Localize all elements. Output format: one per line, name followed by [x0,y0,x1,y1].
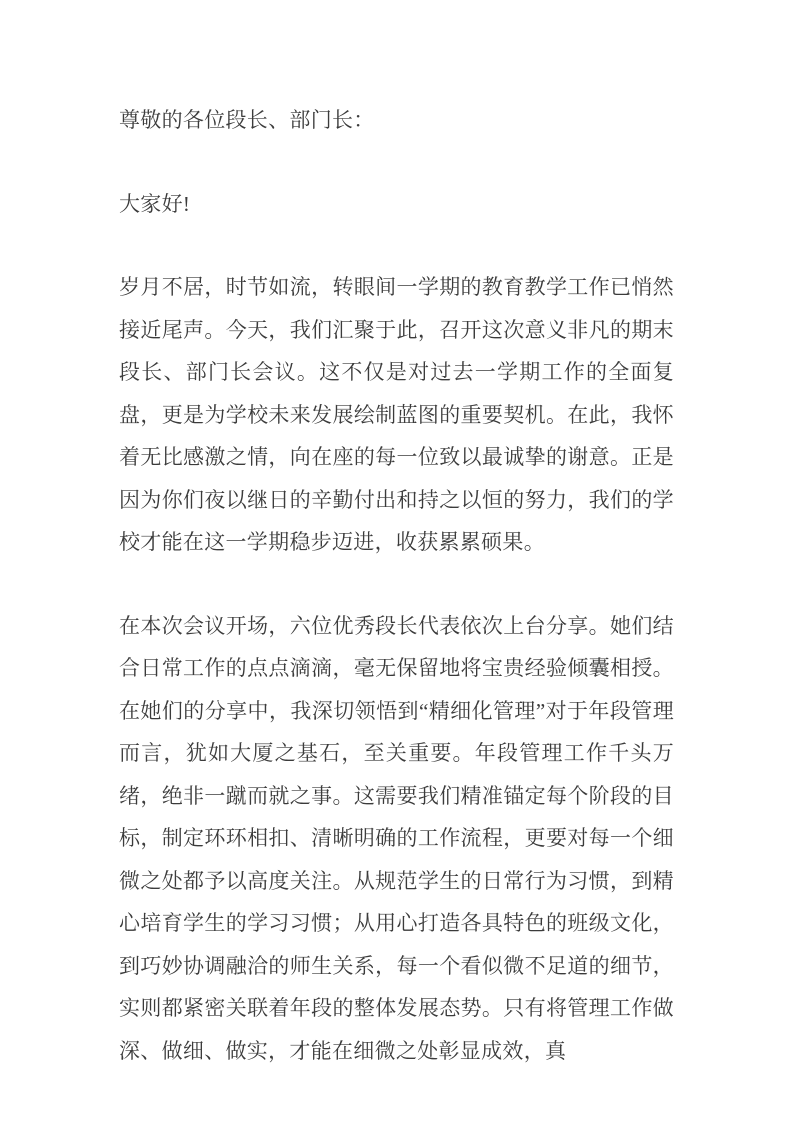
paragraph-salutation: 尊敬的各位段长、部门长： [119,108,375,132]
paragraph-body-1: 岁月不居，时节如流，转眼间一学期的教育教学工作已悄然接近尾声。今天，我们汇聚于此，召开这次意义非凡的期末段长、部门长会议。这不仅是对过去一学期工作的全面复盘，更是为学校未来发展绘制蓝图的重要契机。在此，我怀着无比感激之情，向在座的每一位致以最诚挚的谢意。正是因为你们夜以继日的辛勤付出和持之以恒的努力，我们的学校才能在这一学期稳步迈进，收获累累硕果。 [119,275,674,554]
paragraph-greeting: 大家好! [119,191,191,216]
paragraph-body-2: 在本次会议开场，六位优秀段长代表依次上台分享。她们结合日常工作的点点滴滴，毫无保留地将宝贵经验倾囊相授。在她们的分享中，我深切领悟到“精细化管理”对于年段管理而言，犹如大厦之基石，至关重要。年段管理工作千头万绪，绝非一蹴而就之事。这需要我们精准锚定每个阶段的目标，制定环环相扣、清晰明确的工作流程，更要对每一个细微之处都予以高度关注。从规范学生的日常行为习惯，到精心培育学生的学习习惯；从用心打造各具特色的班级文化，到巧妙协调融洽的师生关系，每一个看似微不足道的细节，实则都紧密关联着年段的整体发展态势。只有将管理工作做深、做细、做实，才能在细微之处彰显成效，真 [119,613,674,1063]
